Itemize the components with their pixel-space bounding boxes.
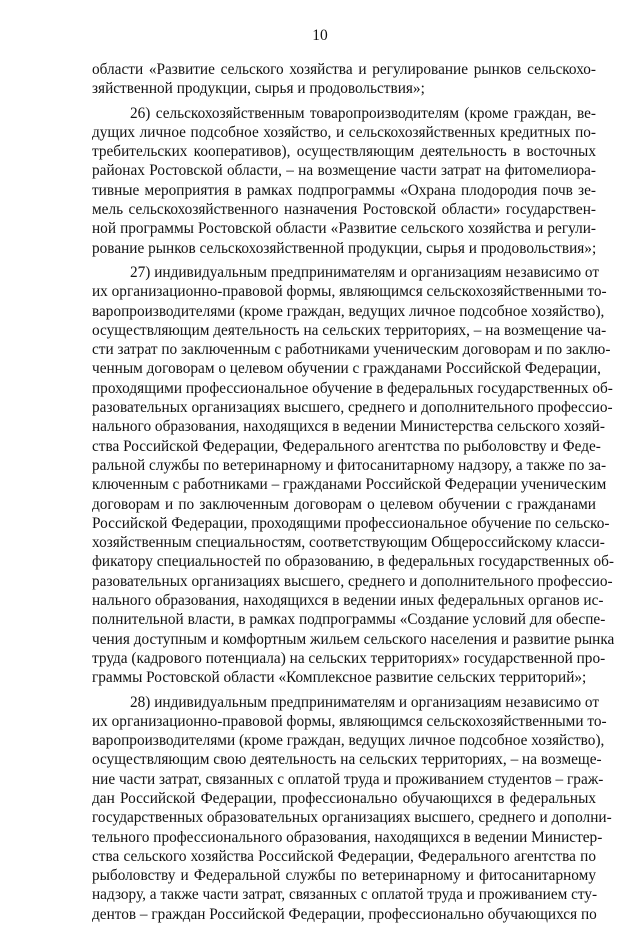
text-line: ральной службы по ветеринарному и фитосанитарному надзору, а также по за- xyxy=(92,456,607,474)
text-line: 28) индивидуальным предпринимателям и организациям независимо от xyxy=(130,693,600,711)
text-line: ние части затрат, связанных с оплатой труда и проживанием студентов – граж- xyxy=(92,770,604,788)
text-line: варопроизводителями (кроме граждан, ведущих личное подсобное хозяйство), xyxy=(92,302,605,320)
text-line: варопроизводителями (кроме граждан, ведущих личное подсобное хозяйство), xyxy=(92,732,605,750)
text-line: районах Ростовской области, – на возмещение части затрат на фитомелиора- xyxy=(92,162,596,180)
text-line: нального образования, находящихся в ведении Министерства сельского хозяй- xyxy=(92,418,605,436)
text-line: требительских кооперативов), осуществляющим деятельность в восточных xyxy=(92,143,596,161)
text-line: ключенным с работниками – гражданами Российской Федерации ученическим xyxy=(92,476,607,494)
text-line: сти затрат по заключенным с работниками ученическим договорам и по заклю- xyxy=(92,341,611,359)
text-line: ченным договорам о целевом обучении с гражданами Российской Федерации, xyxy=(92,360,601,378)
text-line: полнительной власти, в рамках подпрограммы «Создание условий для обеспе- xyxy=(92,611,606,629)
text-line: ства сельского хозяйства Российской Федерации, Федерального агентства по xyxy=(92,847,596,865)
text-line: разовательных организациях высшего, среднего и дополнительного профессио- xyxy=(92,399,613,417)
paragraph xyxy=(92,60,596,99)
text-line: осуществляющим свою деятельность на сельских территориях, – на возмеще- xyxy=(92,751,602,769)
text-line: труда (кадрового потенциала) на сельских территориях» государственной про- xyxy=(92,649,606,667)
text-line: их организационно-правовой формы, являющимся сельскохозяйственными то- xyxy=(92,712,607,730)
text-line: Российской Федерации, проходящими профессиональное обучение по сельско- xyxy=(92,514,610,532)
text-line: рование рынков сельскохозяйственной продукции, сырья и продовольствия»; xyxy=(92,239,597,257)
document-body xyxy=(92,60,615,929)
text-line: проходящими профессиональное обучение в федеральных государственных об- xyxy=(92,379,613,397)
paragraph xyxy=(92,263,615,688)
text-line: дентов – граждан Российской Федерации, профессионально обучающихся по xyxy=(92,905,597,923)
text-line: хозяйственным специальностям, соответствующим Общероссийскому класси- xyxy=(92,534,605,552)
text-line: дущих личное подсобное хозяйство, и сельскохозяйственных кредитных по- xyxy=(92,123,596,141)
paragraph xyxy=(92,104,596,258)
text-line: рыболовству и Федеральной службы по ветеринарному и фитосанитарному xyxy=(92,867,596,885)
text-line: дан Российской Федерации, профессионально обучающихся в федеральных xyxy=(92,789,596,807)
text-line: фикатору специальностей по образованию, в федеральных государственных об- xyxy=(92,553,614,571)
text-line: зяйственной продукции, сырья и продовольствия»; xyxy=(92,80,425,98)
text-line: надзору, а также части затрат, связанных с оплатой труда и проживанием сту- xyxy=(92,886,598,904)
text-line: нального образования, находящихся в ведении иных федеральных органов ис- xyxy=(92,592,604,610)
text-line: осуществляющим деятельность на сельских территориях, – на возмещение ча- xyxy=(92,321,607,339)
text-line: мель сельскохозяйственного назначения Ростовской области» государствен- xyxy=(92,201,596,219)
paragraph xyxy=(92,693,612,925)
page-number: 10 xyxy=(312,27,328,44)
text-line: тивные мероприятия в рамках подпрограммы «Охрана плодородия почв зе- xyxy=(92,181,596,199)
text-line: чения доступным и комфортным жильем сельского населения и развитие рынка xyxy=(92,630,615,648)
text-line: договорам и по заключенным договорам о целевом обучении с гражданами xyxy=(92,495,596,513)
text-line: 26) сельскохозяйственным товаропроизводителям (кроме граждан, ве- xyxy=(130,104,596,122)
text-line: граммы Ростовской области «Комплексное развитие сельских территорий»; xyxy=(92,669,587,687)
text-line: области «Развитие сельского хозяйства и регулирование рынков сельскохо- xyxy=(92,61,596,78)
text-line: разовательных организациях высшего, среднего и дополнительного профессио- xyxy=(92,572,613,590)
text-line: государственных образовательных организациях высшего, среднего и дополни- xyxy=(92,809,612,827)
text-line: ства Российской Федерации, Федерального агентства по рыболовству и Феде- xyxy=(92,437,601,455)
text-line: тельного профессионального образования, находящихся в ведении Министер- xyxy=(92,828,603,846)
text-line: их организационно-правовой формы, являющимся сельскохозяйственными то- xyxy=(92,283,607,301)
text-line: ной программы Ростовской области «Развитие сельского хозяйства и регули- xyxy=(92,220,596,238)
text-line: 27) индивидуальным предпринимателям и организациям независимо от xyxy=(130,263,600,281)
